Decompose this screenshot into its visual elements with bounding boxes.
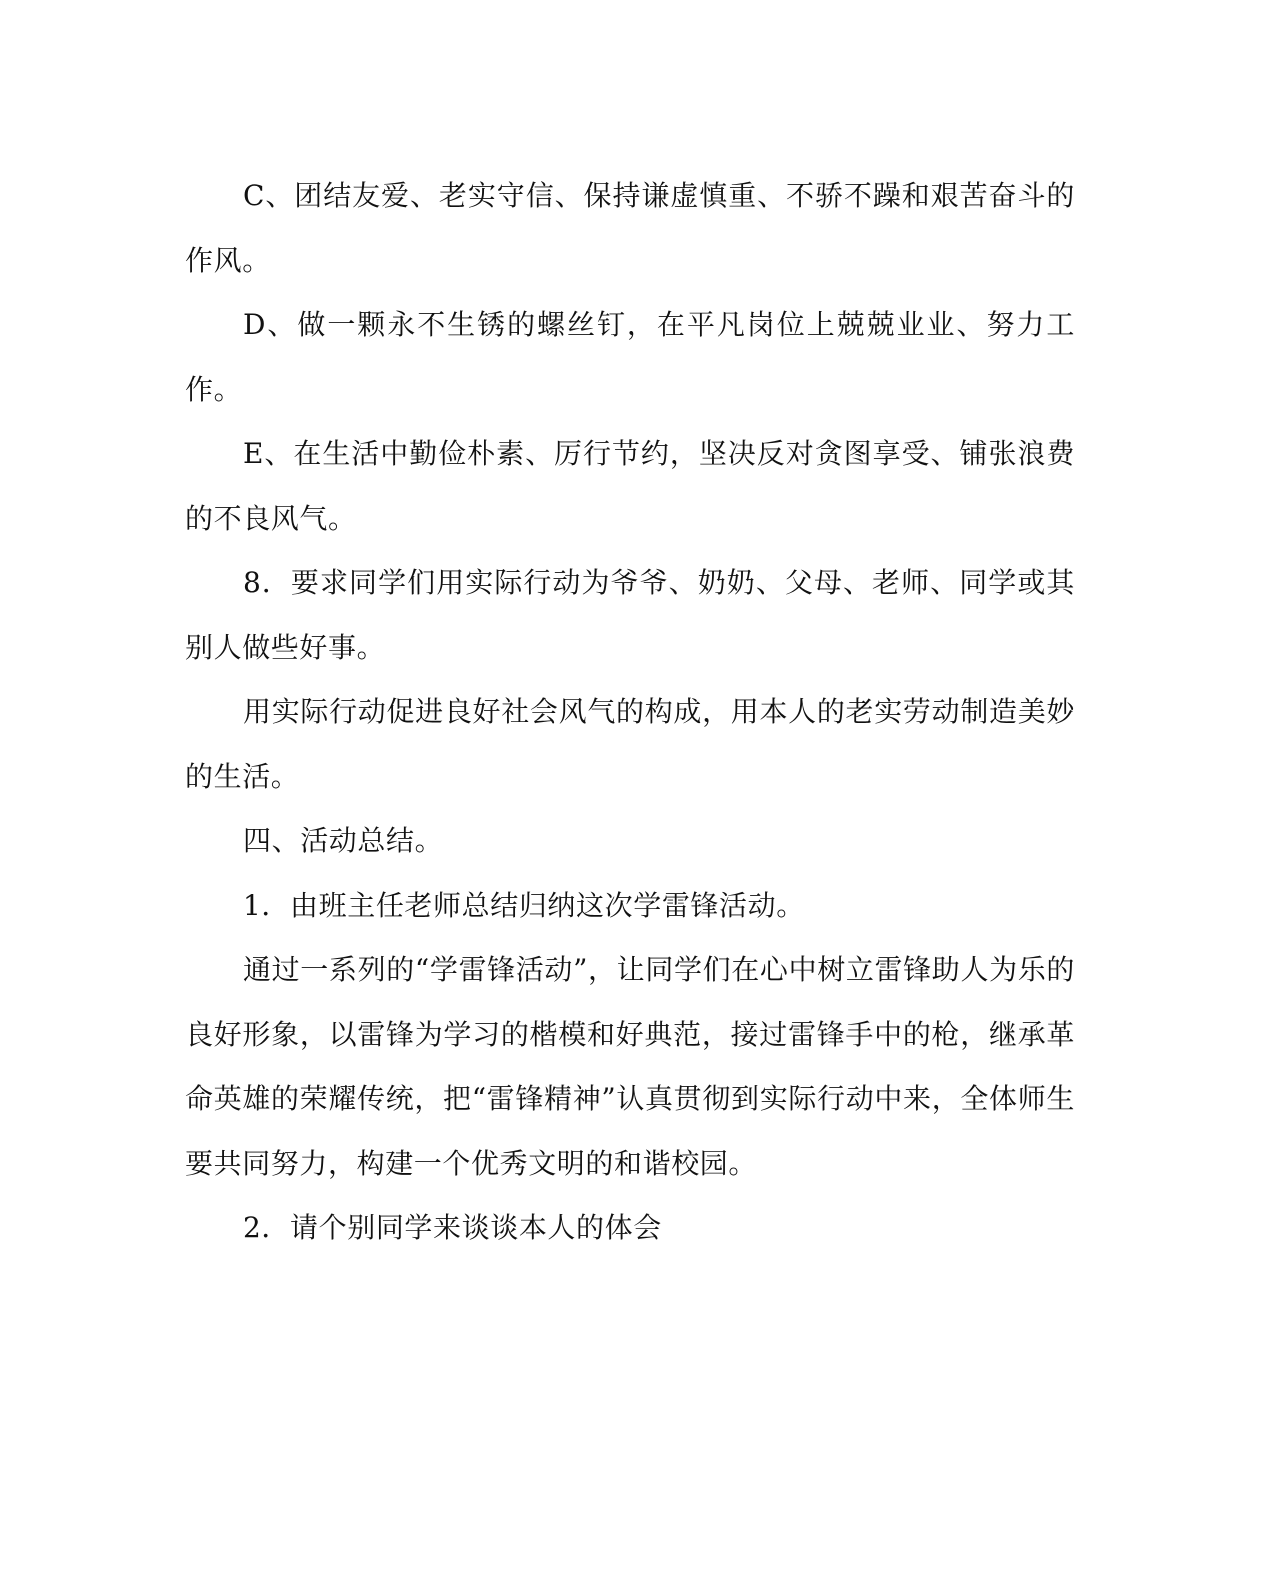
section-heading-summary: 四、活动总结。	[243, 824, 444, 857]
paragraph-summary-body: 通过一系列的“学雷锋活动”，让同学们在心中树立雷锋助人为乐的良好形象，以雷锋为学习的楷模和好典范，接过雷锋手中的枪，继承革命英雄的荣耀传统，把“雷锋精神”认真贯彻到实际行动中来，全体师生要共同努力，构建一个优秀文明的和谐校园。	[185, 953, 1075, 1180]
paragraph-summary-step-2: 2．请个别同学来谈谈本人的体会	[243, 1211, 662, 1244]
paragraph-summary-step-1: 1．由班主任老师总结归纳这次学雷锋活动。	[243, 888, 805, 922]
paragraph-step-8: 8．要求同学们用实际行动为爷爷、奶奶、父母、老师、同学或其别人做些好事。	[185, 566, 1075, 664]
paragraph-item-c: C、团结友爱、老实守信、保持谦虚慎重、不骄不躁和艰苦奋斗的作风。	[185, 179, 1075, 277]
paragraph-item-e: E、在生活中勤俭朴素、厉行节约，坚决反对贪图享受、铺张浪费的不良风气。	[185, 437, 1075, 535]
document-body	[185, 164, 1075, 1261]
paragraph-action-note: 用实际行动促进良好社会风气的构成，用本人的老实劳动制造美妙的生活。	[185, 695, 1075, 793]
paragraph-item-d: D、做一颗永不生锈的螺丝钉，在平凡岗位上兢兢业业、努力工作。	[185, 308, 1075, 406]
